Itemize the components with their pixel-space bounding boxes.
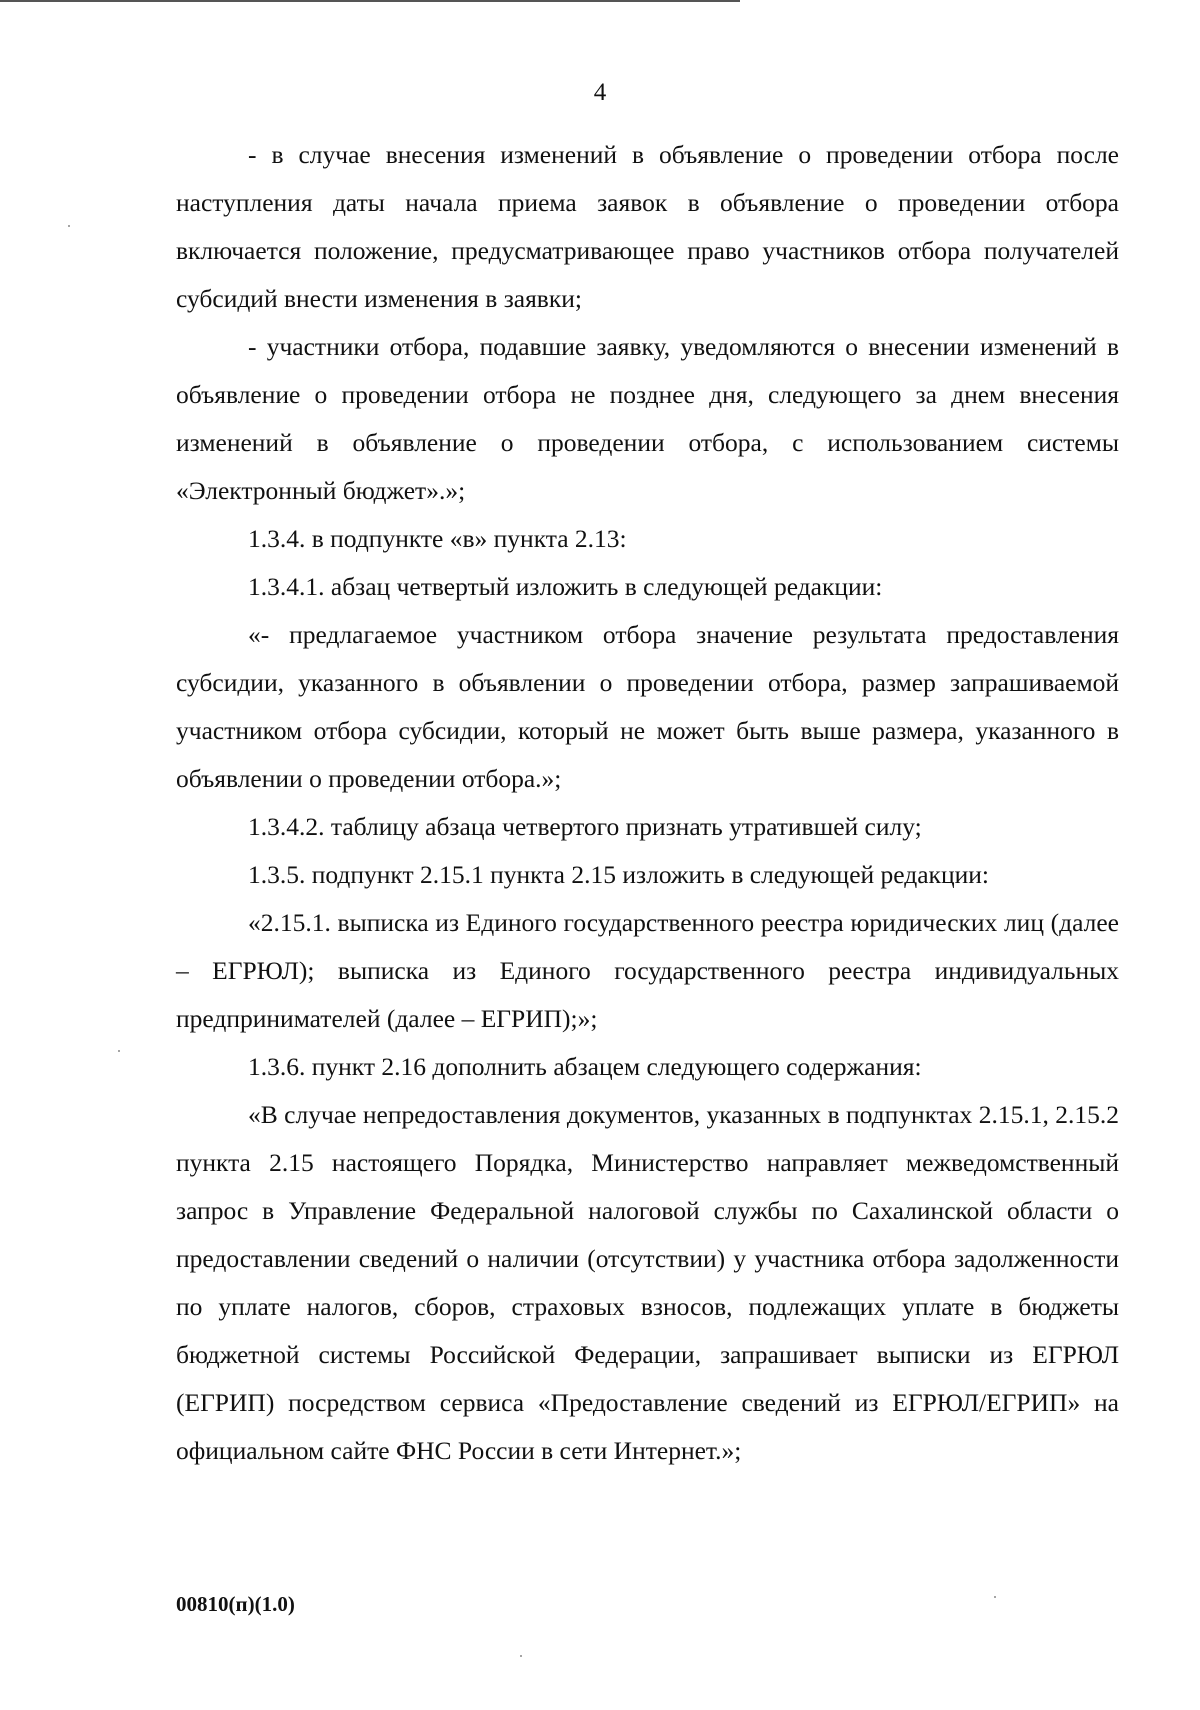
scan-edge-line: [0, 0, 740, 2]
document-code: 00810(п)(1.0): [176, 1592, 295, 1616]
paragraph-quoted-interdepartmental-request: «В случае непредоставления документов, указанных в подпунктах 2.15.1, 2.15.2 пункта 2.15 настоящего Порядка, Министерство направляет межведомственный запрос в Управление Федеральной налоговой службы по Сахалинской области о предоставлении сведений о наличии (отсутствии) у участника отбора задолженности по уплате налогов, сборов, страховых взносов, подлежащих уплате в бюджеты бюджетной системы Российской Федерации, запрашивает выписки из ЕГРЮЛ (ЕГРИП) посредством сервиса «Предоставление сведений из ЕГРЮЛ/ЕГРИП» на официальном сайте ФНС России в сети Интернет.»;: [176, 1100, 1119, 1465]
paragraph-1-3-4-2: 1.3.4.2. таблицу абзаца четвертого признать утратившей силу;: [248, 812, 922, 841]
paragraph-quoted-result-value: «- предлагаемое участником отбора значение результата предоставления субсидии, указанного в объявлении о проведении отбора, размер запрашиваемой участником отбора субсидии, который не может быть выше размера, указанного в объявлении о проведении отбора.»;: [176, 620, 1119, 793]
paragraph-1-3-6: 1.3.6. пункт 2.16 дополнить абзацем следующего содержания:: [248, 1052, 922, 1081]
paragraph-1-3-4-1: 1.3.4.1. абзац четвертый изложить в следующей редакции:: [248, 572, 883, 601]
scan-speck: [118, 1050, 120, 1052]
paragraph-1-3-4: 1.3.4. в подпункте «в» пункта 2.13:: [248, 524, 627, 553]
paragraph-amendment-rule: - в случае внесения изменений в объявление о проведении отбора после наступления даты начала приема заявок в объявление о проведении отбора включается положение, предусматривающее право участников отбора получателей субсидий внести изменения в заявки;: [176, 140, 1119, 313]
page-number: 4: [593, 79, 607, 106]
paragraph-1-3-5: 1.3.5. подпункт 2.15.1 пункта 2.15 изложить в следующей редакции:: [248, 860, 989, 889]
scan-speck: [994, 1596, 996, 1598]
paragraph-notification-rule: - участники отбора, подавшие заявку, уведомляются о внесении изменений в объявление о проведении отбора не позднее дня, следующего за днем внесения изменений в объявление о проведении отбора, с использованием системы «Электронный бюджет».»;: [176, 332, 1119, 505]
scan-speck: [520, 1655, 522, 1657]
paragraph-quoted-2-15-1: «2.15.1. выписка из Единого государственного реестра юридических лиц (далее – ЕГРЮЛ); выписка из Единого государственного реестра индивидуальных предпринимателей (далее – ЕГРИП);»;: [176, 908, 1119, 1033]
document-body: [176, 131, 1119, 1475]
scan-speck: [68, 225, 70, 227]
